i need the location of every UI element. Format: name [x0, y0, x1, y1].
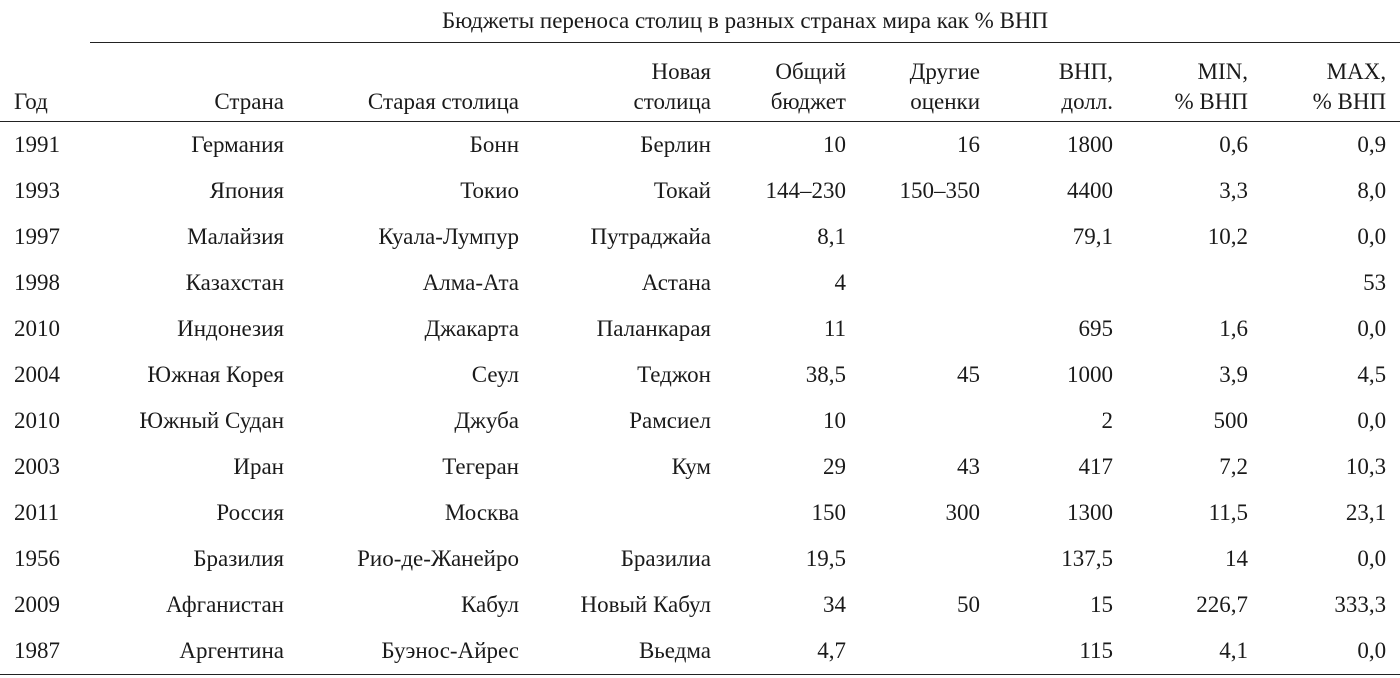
cell-new-capital: Путраджайа — [590, 224, 711, 249]
cell-total-budget: 29 — [823, 454, 846, 479]
cell-old-capital: Куала-Лумпур — [378, 224, 519, 249]
header-new-capital-line2: столица — [633, 89, 711, 114]
table-row — [0, 122, 1400, 169]
cell-old-capital: Бонн — [469, 132, 519, 157]
cell-min-gnp: 3,9 — [1219, 362, 1248, 387]
cell-country: Германия — [191, 132, 284, 157]
header-old-capital: Старая столица — [298, 43, 533, 122]
cell-old-capital: Джакарта — [424, 316, 519, 341]
cell-other-estimates: 16 — [957, 132, 980, 157]
header-total-budget — [725, 43, 860, 122]
header-new-capital-line1: Новая — [651, 59, 711, 84]
cell-year: 1987 — [0, 628, 90, 675]
cell-max-gnp: 0,0 — [1357, 316, 1387, 341]
header-other-estimates-line2: оценки — [910, 89, 980, 114]
cell-new-capital: Кум — [671, 454, 711, 479]
cell-other-estimates — [860, 628, 994, 675]
cell-max-gnp: 23,1 — [1345, 500, 1387, 525]
cell-year: 1997 — [14, 224, 60, 249]
cell-country: Иран — [233, 454, 284, 479]
header-max-gnp-line2: % ВНП — [1312, 89, 1387, 114]
cell-min-gnp — [1127, 260, 1262, 306]
table-row — [0, 582, 1400, 628]
cell-total-budget: 144–230 — [765, 178, 846, 203]
cell-country: Япония — [209, 178, 284, 203]
cell-min-gnp: 4,1 — [1127, 628, 1262, 675]
header-gnp — [994, 43, 1127, 122]
cell-total-budget: 8,1 — [817, 224, 846, 249]
cell-gnp: 2 — [1101, 408, 1113, 433]
cell-total-budget: 38,5 — [805, 362, 846, 387]
cell-max-gnp: 0,0 — [1357, 224, 1387, 249]
cell-country: Южная Корея — [147, 362, 284, 387]
cell-gnp: 417 — [1078, 454, 1113, 479]
cell-min-gnp: 0,6 — [1219, 132, 1248, 157]
header-min-gnp — [1127, 43, 1262, 122]
cell-year: 2009 — [14, 592, 60, 617]
cell-other-estimates: 150–350 — [899, 178, 980, 203]
cell-new-capital: Токай — [653, 178, 711, 203]
cell-gnp: 1800 — [1067, 132, 1113, 157]
cell-min-gnp: 11,5 — [1208, 500, 1248, 525]
cell-gnp: 4400 — [1067, 178, 1113, 203]
cell-new-capital: Астана — [641, 270, 711, 295]
cell-other-estimates: 300 — [945, 500, 980, 525]
cell-max-gnp: 53 — [1363, 270, 1387, 295]
cell-total-budget: 150 — [811, 500, 846, 525]
cell-country: Индонезия — [177, 316, 284, 341]
cell-year: 2011 — [14, 500, 60, 525]
header-max-gnp-line1: MAX, — [1326, 59, 1387, 84]
cell-new-capital: Теджон — [637, 362, 711, 387]
cell-old-capital: Сеул — [471, 362, 519, 387]
header-total-budget-line2: бюджет — [770, 89, 846, 114]
cell-other-estimates — [860, 536, 994, 582]
cell-min-gnp: 3,3 — [1219, 178, 1248, 203]
cell-max-gnp: 333,3 — [1334, 592, 1387, 617]
cell-min-gnp: 226,7 — [1196, 592, 1248, 617]
cell-new-capital: Паланкарая — [596, 316, 711, 341]
table-row — [0, 444, 1400, 490]
caption-spacer — [0, 0, 90, 43]
cell-country: Бразилия — [193, 546, 284, 571]
header-country: Страна — [90, 43, 298, 122]
cell-new-capital: Берлин — [640, 132, 711, 157]
cell-max-gnp: 4,5 — [1357, 362, 1387, 387]
cell-year: 2010 — [14, 408, 60, 433]
cell-gnp: 115 — [994, 628, 1127, 675]
caption-row — [0, 0, 1400, 43]
cell-new-capital: Рамсиел — [629, 408, 711, 433]
cell-old-capital: Джуба — [454, 408, 519, 433]
header-new-capital — [533, 43, 725, 122]
cell-total-budget: 4 — [834, 270, 846, 295]
table-row — [0, 168, 1400, 214]
cell-old-capital: Буэнос-Айрес — [298, 628, 533, 675]
cell-min-gnp: 14 — [1225, 546, 1248, 571]
cell-gnp — [994, 260, 1127, 306]
cell-year: 1998 — [14, 270, 60, 295]
cell-year: 1993 — [14, 178, 60, 203]
header-other-estimates-line1: Другие — [909, 59, 980, 84]
cell-gnp: 137,5 — [1061, 546, 1113, 571]
cell-other-estimates: 50 — [957, 592, 980, 617]
header-year: Год — [0, 43, 90, 122]
cell-old-capital: Тегеран — [442, 454, 519, 479]
cell-max-gnp: 10,3 — [1345, 454, 1387, 479]
cell-total-budget: 11 — [823, 316, 846, 341]
header-min-gnp-line2: % ВНП — [1174, 89, 1248, 114]
cell-country: Россия — [216, 500, 284, 525]
cell-country: Малайзия — [187, 224, 284, 249]
cell-old-capital: Токио — [460, 178, 519, 203]
cell-country: Афганистан — [166, 592, 284, 617]
table-row — [0, 536, 1400, 582]
cell-old-capital: Рио-де-Жанейро — [357, 546, 519, 571]
cell-other-estimates — [860, 214, 994, 260]
cell-other-estimates: 43 — [957, 454, 980, 479]
header-other-estimates — [860, 43, 994, 122]
cell-new-capital: Бразилиа — [620, 546, 711, 571]
cell-max-gnp: 0,9 — [1357, 132, 1387, 157]
cell-old-capital: Москва — [444, 500, 519, 525]
cell-year: 2003 — [14, 454, 60, 479]
cell-other-estimates — [860, 260, 994, 306]
header-gnp-line1: ВНП, — [1058, 59, 1113, 84]
cell-gnp: 1300 — [1067, 500, 1113, 525]
table-row — [0, 628, 1400, 675]
cell-min-gnp: 7,2 — [1219, 454, 1248, 479]
cell-country: Южный Судан — [139, 408, 284, 433]
table-row — [0, 398, 1400, 444]
header-max-gnp — [1262, 43, 1400, 122]
cell-max-gnp: 8,0 — [1357, 178, 1387, 203]
cell-min-gnp: 10,2 — [1207, 224, 1248, 249]
cell-min-gnp: 500 — [1213, 408, 1248, 433]
cell-old-capital: Алма-Ата — [422, 270, 519, 295]
cell-country: Аргентина — [90, 628, 298, 675]
table-caption: Бюджеты переноса столиц в разных странах мира как % ВНП — [90, 0, 1400, 43]
table-row — [0, 352, 1400, 398]
cell-total-budget: 10 — [823, 132, 846, 157]
cell-gnp: 695 — [1078, 316, 1113, 341]
cell-total-budget: 19,5 — [805, 546, 846, 571]
cell-year: 2010 — [14, 316, 60, 341]
cell-total-budget: 34 — [823, 592, 846, 617]
cell-other-estimates — [860, 306, 994, 352]
cell-total-budget: 4,7 — [725, 628, 860, 675]
cell-other-estimates: 45 — [957, 362, 980, 387]
cell-year: 1956 — [14, 546, 60, 571]
cell-min-gnp: 1,6 — [1219, 316, 1248, 341]
cell-total-budget: 10 — [823, 408, 846, 433]
table-row — [0, 260, 1400, 306]
table-row — [0, 306, 1400, 352]
header-min-gnp-line1: MIN, — [1197, 59, 1248, 84]
cell-gnp: 15 — [1090, 592, 1113, 617]
cell-country: Казахстан — [185, 270, 284, 295]
cell-max-gnp: 0,0 — [1357, 408, 1387, 433]
cell-new-capital — [533, 490, 725, 536]
cell-new-capital: Вьедма — [533, 628, 725, 675]
cell-other-estimates — [860, 398, 994, 444]
header-total-budget-line1: Общий — [775, 59, 846, 84]
cell-max-gnp: 0,0 — [1262, 628, 1400, 675]
cell-year: 1991 — [14, 132, 60, 157]
header-row — [0, 43, 1400, 122]
table-row — [0, 490, 1400, 536]
cell-gnp: 1000 — [1067, 362, 1113, 387]
cell-max-gnp: 0,0 — [1357, 546, 1387, 571]
header-gnp-line2: долл. — [1061, 89, 1113, 114]
cell-year: 2004 — [14, 362, 60, 387]
cell-new-capital: Новый Кабул — [580, 592, 711, 617]
cell-old-capital: Кабул — [460, 592, 519, 617]
table-row — [0, 214, 1400, 260]
cell-gnp: 79,1 — [1072, 224, 1113, 249]
